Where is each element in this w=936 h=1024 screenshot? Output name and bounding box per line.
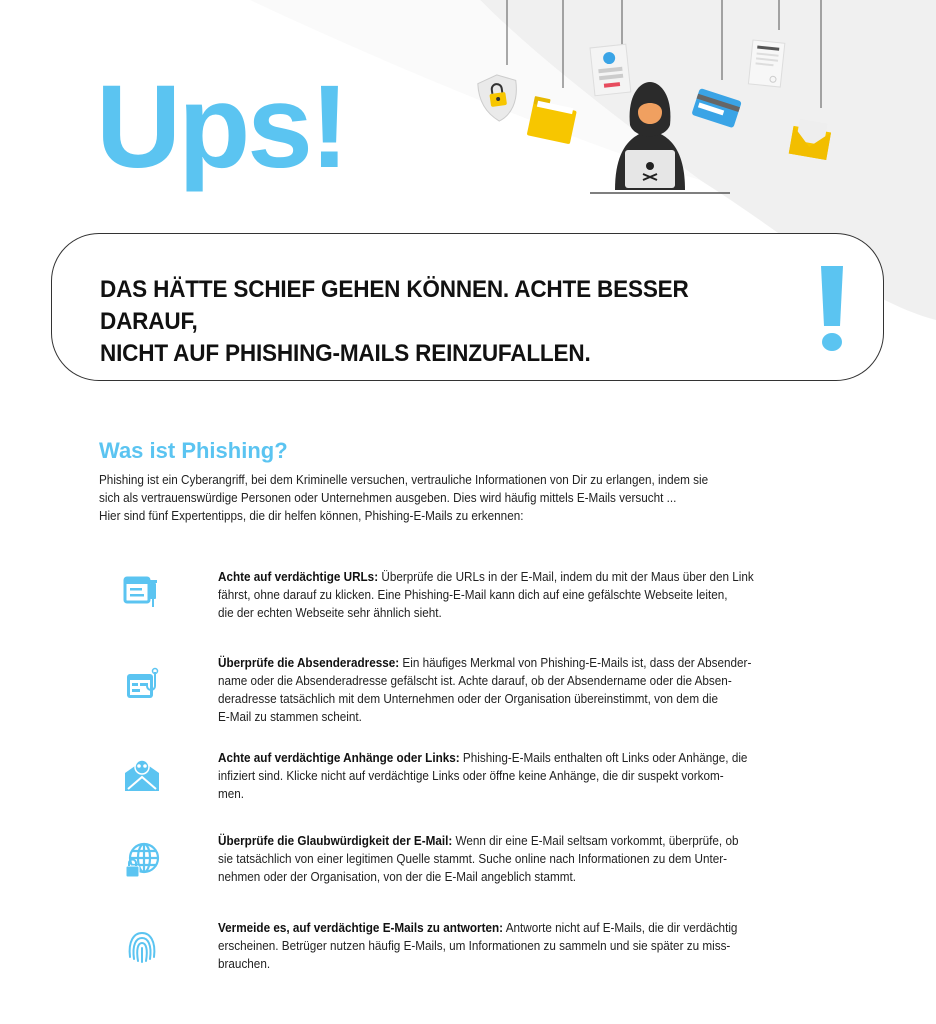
- tip-text: [218, 654, 757, 726]
- login-form-icon: [590, 44, 631, 96]
- tip-line: E-Mail zu stammen scheint.: [218, 710, 362, 724]
- tip-line: name oder die Absenderadresse gefälscht ist. Achte darauf, ob der Absendername oder die Absen-: [218, 674, 732, 688]
- tip-title: Überprüfe die Absenderadresse:: [218, 656, 400, 670]
- tip-line: fährst, ohne darauf zu klicken. Eine Phishing-E-Mail kann dich auf eine gefälschte Webseite leiten,: [218, 588, 728, 602]
- shield-lock-icon: [477, 72, 521, 123]
- tip-line: die der echten Webseite sehr ähnlich sieht.: [218, 606, 442, 620]
- hacker-illustration: [455, 0, 835, 200]
- tip-title: Vermeide es, auf verdächtige E-Mails zu antworten:: [218, 921, 504, 935]
- folder-icon: [527, 96, 578, 144]
- tip-line: Überprüfe die URLs in der E-Mail, indem du mit der Maus über den Link: [378, 570, 754, 584]
- tip-line: Ein häufiges Merkmal von Phishing-E-Mails ist, dass der Absender-: [399, 656, 752, 670]
- tip-line: brauchen.: [218, 957, 271, 971]
- callout-text: [100, 274, 762, 370]
- tip-line: Phishing-E-Mails enthalten oft Links oder Anhänge, die: [459, 751, 748, 765]
- tip-line: Antworte nicht auf E-Mails, die dir verdächtig: [503, 921, 738, 935]
- intro-paragraph: [99, 471, 731, 525]
- fingerprint-icon: [122, 927, 162, 967]
- hero-title: Ups!: [96, 61, 347, 193]
- tip-line: deradresse tatsächlich mit dem Unternehmen oder der Organisation übereinstimmt, von dem die: [218, 692, 718, 706]
- browser-hook-icon: [122, 666, 162, 706]
- tip-text: [218, 749, 757, 803]
- exclamation-icon: [819, 266, 845, 352]
- envelope-icon: [789, 118, 833, 160]
- intro-line: Hier sind fünf Expertentipps, die dir helfen können, Phishing-E-Mails zu erkennen:: [99, 509, 524, 523]
- tip-text: [218, 832, 757, 886]
- tip-line: infiziert sind. Klicke nicht auf verdächtige Links oder öffne keine Anhänge, die dir suspekt vorkom-: [218, 769, 724, 783]
- tip-line: erscheinen. Betrüger nutzen häufig E-Mails, um Informationen zu sammeln und sie später zu miss-: [218, 939, 731, 953]
- tip-line: sie tatsächlich von einer legitimen Quelle stammt. Suche online nach Informationen zu dem Unter-: [218, 852, 728, 866]
- tip-line: men.: [218, 787, 245, 801]
- tip-text: [218, 919, 757, 973]
- intro-line: Phishing ist ein Cyberangriff, bei dem Kriminelle versuchen, vertrauliche Informationen von Dir zu erlangen, indem sie: [99, 473, 709, 487]
- warning-callout: [51, 233, 884, 381]
- browser-syringe-icon: [122, 572, 162, 612]
- callout-line-2: NICHT AUF PHISHING-MAILS REINZUFALLEN.: [100, 340, 591, 367]
- tip-line: nehmen oder der Organisation, von der die E-Mail angeblich stammt.: [218, 870, 577, 884]
- tip-line: Wenn dir eine E-Mail seltsam vorkommt, überprüfe, ob: [452, 834, 739, 848]
- tip-title: Überprüfe die Glaubwürdigkeit der E-Mail:: [218, 834, 453, 848]
- section-heading: Was ist Phishing?: [99, 438, 288, 463]
- tip-text: [218, 568, 757, 622]
- callout-line-1: DAS HÄTTE SCHIEF GEHEN KÖNNEN. ACHTE BESSER DARAUF,: [100, 276, 689, 335]
- credit-card-icon: [691, 88, 741, 128]
- intro-line: sich als vertrauenswürdige Personen oder Unternehmen ausgeben. Dies wird häufig mittels E-Mails versucht ...: [99, 491, 677, 505]
- document-icon: [748, 40, 784, 87]
- tip-title: Achte auf verdächtige URLs:: [218, 570, 379, 584]
- envelope-skull-icon: [122, 755, 162, 795]
- tip-title: Achte auf verdächtige Anhänge oder Links:: [218, 751, 460, 765]
- globe-lock-icon: [122, 840, 162, 880]
